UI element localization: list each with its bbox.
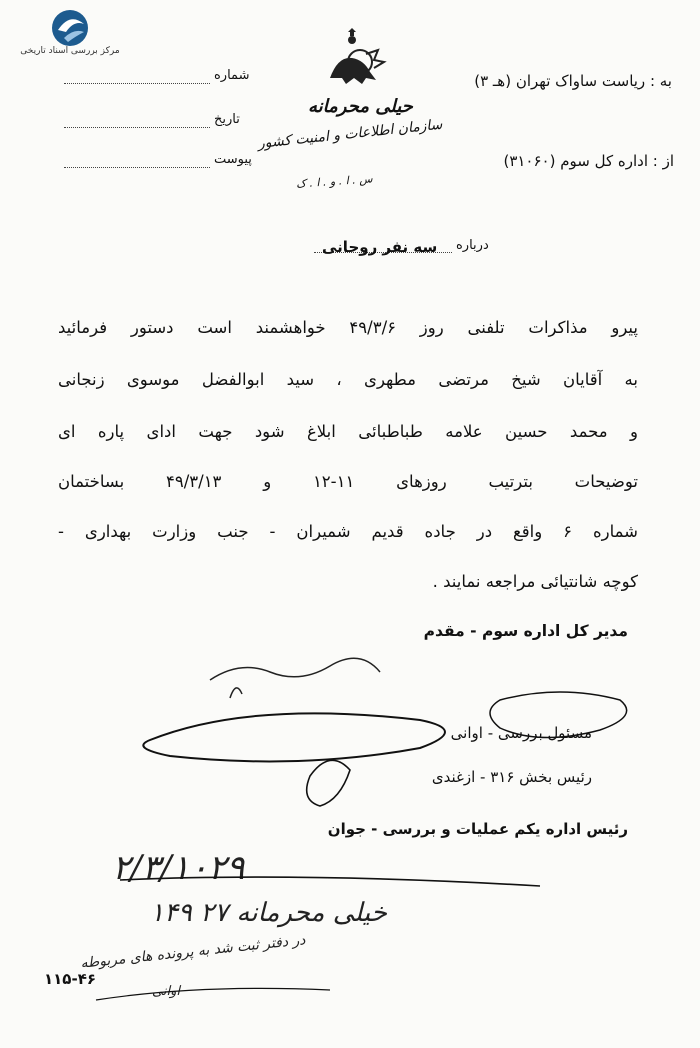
section-head-signature-line: رئیس بخش ۳۱۶ - ازغندی bbox=[431, 768, 592, 786]
subject-label: درباره bbox=[456, 238, 489, 253]
date-field-dots bbox=[64, 126, 210, 128]
director-signature-line: مدیر کل اداره سوم - مقدم bbox=[423, 622, 628, 640]
attachment-field-dots bbox=[64, 166, 210, 168]
dept-head-signature-line: رئیس اداره یکم عملیات و بررسی - جوان bbox=[327, 820, 628, 838]
recipient-line: به : ریاست ساواک تهران (هـ ۳) bbox=[474, 72, 672, 90]
handwritten-classification-note: خیلی محرمانه ۲۷ ۱۴۹ bbox=[150, 898, 387, 928]
body-line: شماره ۶ واقع در جاده قدیم شمیران - جنب وزارت بهداری - bbox=[58, 522, 639, 541]
handwritten-initials: اوانی bbox=[152, 984, 180, 999]
organization-name: سازمان اطلاعات و امنیت کشور bbox=[257, 116, 444, 152]
body-line: توضیحات بترتیب روزهای ۱۱-۱۲ و ۴۹/۳/۱۳ بساختمان bbox=[58, 472, 638, 491]
organization-abbrev: س . ا . و . ا . ک bbox=[295, 172, 374, 191]
number-field-dots bbox=[64, 82, 210, 84]
subject-value: سه نفر روحانی bbox=[322, 238, 438, 256]
lion-sun-emblem-icon bbox=[318, 28, 390, 94]
number-label: شماره bbox=[214, 68, 250, 83]
handwritten-registration-number: ۲/۳/۱۰۲۹ bbox=[112, 848, 245, 888]
body-line: به آقایان شیخ مرتضی مطهری ، سید ابوالفضل موسوی زنجانی bbox=[58, 370, 638, 389]
archive-logo bbox=[14, 6, 126, 68]
sender-line: از : اداره کل سوم (۳۱۰۶۰) bbox=[503, 152, 674, 170]
body-line: و محمد حسین علامه طباطبائی ابلاغ شود جهت ادای پاره ای bbox=[58, 422, 638, 441]
handwritten-filing-note: در دفتر ثبت شد به پرونده های مربوطه bbox=[79, 932, 307, 972]
document-code: ۱۱۵-۴۶ bbox=[44, 970, 97, 988]
body-line: کوچه شانتیائی مراجعه نمایند . bbox=[432, 572, 638, 591]
official-signature-line: مسئول بررسی - اوانی bbox=[450, 724, 592, 742]
body-line: پیرو مذاکرات تلفنی روز ۴۹/۳/۶ خواهشمند است دستور فرمائید bbox=[58, 318, 638, 337]
archive-logo-caption: مرکز بررسی اسناد تاریخی bbox=[20, 46, 120, 56]
date-label: تاریخ bbox=[214, 112, 240, 127]
classification-stamp: حیلی محرمانه bbox=[308, 96, 413, 117]
archive-logo-icon bbox=[14, 6, 126, 50]
attachment-label: پیوست bbox=[214, 152, 252, 167]
